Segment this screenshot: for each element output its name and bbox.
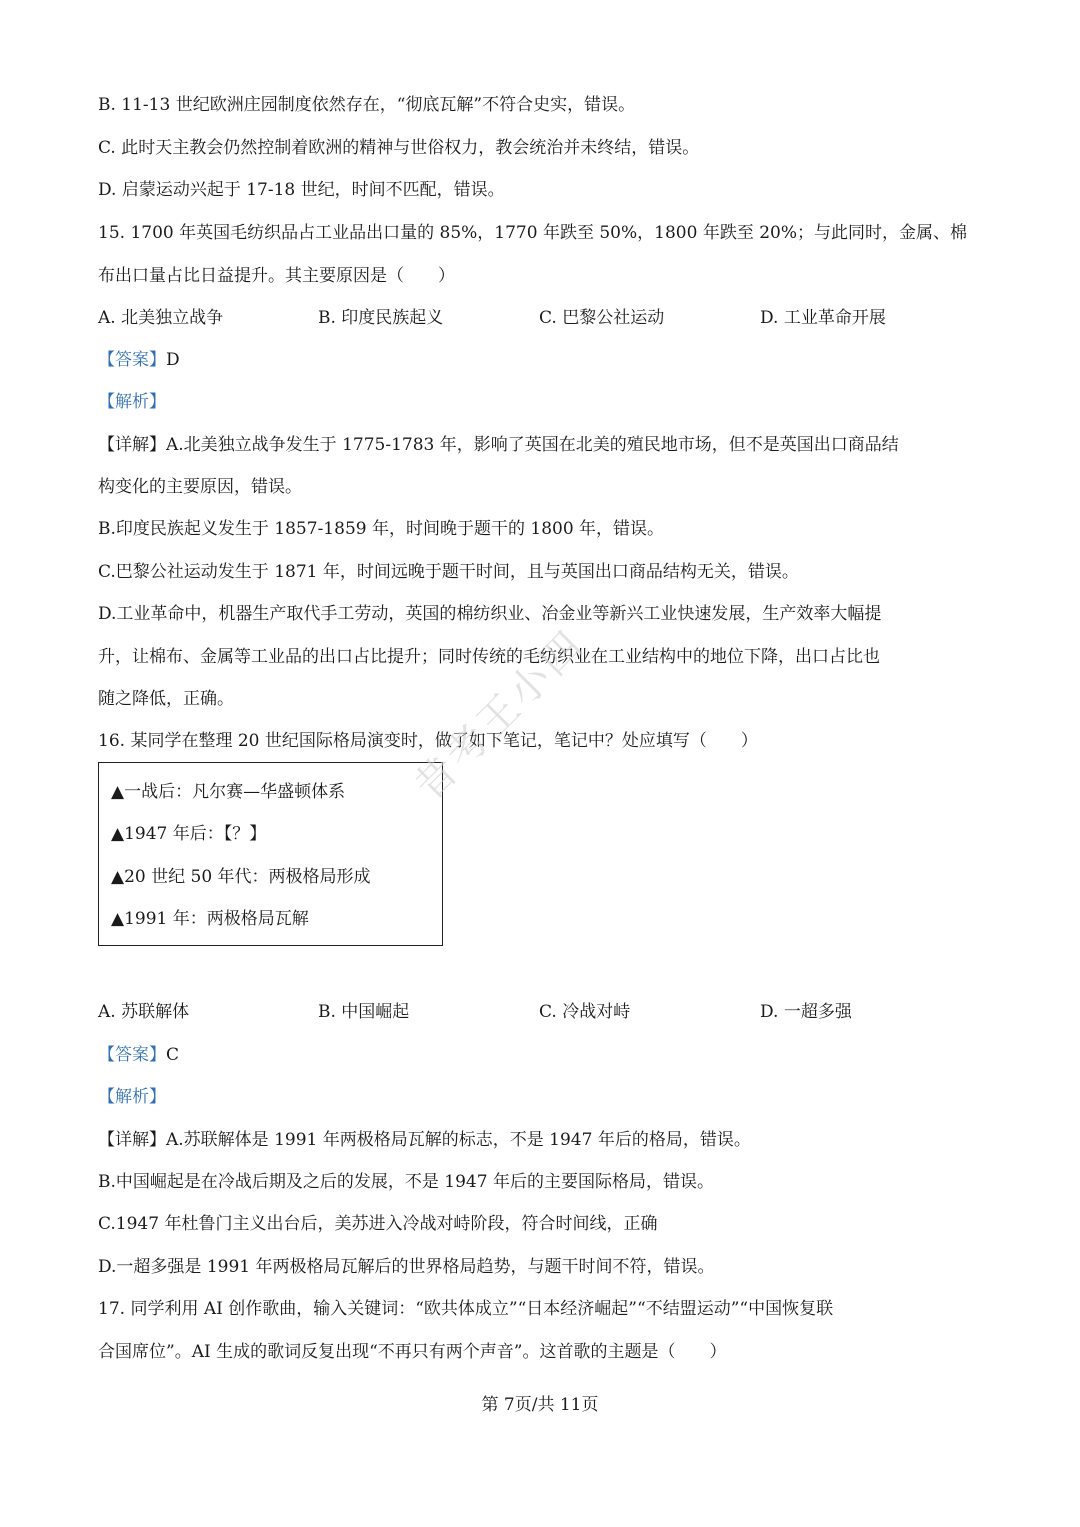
q16-option-c: C. 冷战对峙 <box>539 1002 631 1022</box>
q15-option-d: D. 工业革命开展 <box>760 308 886 328</box>
question-16-stem: 16. 某同学在整理 20 世纪国际格局演变时，做了如下笔记，笔记中？处应填写（ ） <box>98 731 758 751</box>
text-line: B.中国崛起是在冷战后期及之后的发展，不是 1947 年后的主要国际格局，错误。 <box>98 1172 714 1192</box>
q16-option-d: D. 一超多强 <box>760 1002 852 1022</box>
answer-tag: 【答案】 <box>98 350 166 370</box>
question-15-stem: 布出口量占比日益提升。其主要原因是（ ） <box>98 266 455 286</box>
notes-box <box>98 762 443 946</box>
q15-option-c: C. 巴黎公社运动 <box>539 308 665 328</box>
detail-text: A.北美独立战争发生于 1775-1783 年，影响了英国在北美的殖民地市场，但不是英国出口商品结 <box>166 435 899 455</box>
question-17-stem: 合国席位”。AI 生成的歌词反复出现“不再只有两个声音”。这首歌的主题是（ ） <box>98 1342 727 1362</box>
answer-value: D <box>166 350 180 370</box>
analysis-tag: 【解析】 <box>98 1087 166 1107</box>
question-17-stem: 17. 同学利用 AI 创作歌曲，输入关键词：“欧共体成立”“日本经济崛起”“不结盟运动”“中国恢复联 <box>98 1299 834 1319</box>
text-line: B.印度民族起义发生于 1857-1859 年，时间晚于题干的 1800 年，错误。 <box>98 519 665 539</box>
detail-tag: 【详解】 <box>98 1130 166 1150</box>
q16-analysis <box>98 1085 166 1109</box>
text-line: C.巴黎公社运动发生于 1871 年，时间远晚于题干时间，且与英国出口商品结构无关，错误。 <box>98 562 799 582</box>
q15-answer <box>98 348 180 372</box>
q16-answer <box>98 1043 179 1067</box>
q16-option-a: A. 苏联解体 <box>98 1002 190 1022</box>
detail-text: A.苏联解体是 1991 年两极格局瓦解的标志，不是 1947 年后的格局，错误。 <box>166 1130 751 1150</box>
text-line: D. 启蒙运动兴起于 17-18 世纪，时间不匹配，错误。 <box>98 180 505 200</box>
text-line: D.工业革命中，机器生产取代手工劳动，英国的棉纺织业、冶金业等新兴工业快速发展，生产效率大幅提 <box>98 604 882 624</box>
question-15-stem: 15. 1700 年英国毛纺织品占工业品出口量的 85%，1770 年跌至 50%，1800 年跌至 20%；与此同时，金属、棉 <box>98 223 968 243</box>
q15-option-a: A. 北美独立战争 <box>98 308 224 328</box>
q15-detail <box>98 433 899 457</box>
text-line: 构变化的主要原因，错误。 <box>98 477 302 497</box>
detail-tag: 【详解】 <box>98 435 166 455</box>
note-line: ▲20 世纪 50 年代：两极格局形成 <box>111 867 371 887</box>
text-line: D.一超多强是 1991 年两极格局瓦解后的世界格局趋势，与题干时间不符，错误。 <box>98 1257 715 1277</box>
note-line: ▲一战后：凡尔赛—华盛顿体系 <box>111 782 346 802</box>
answer-value: C <box>166 1045 180 1065</box>
text-line: C. 此时天主教会仍然控制着欧洲的精神与世俗权力，教会统治并未终结，错误。 <box>98 138 700 158</box>
answer-tag: 【答案】 <box>98 1045 166 1065</box>
text-line: C.1947 年杜鲁门主义出台后，美苏进入冷战对峙阶段，符合时间线，正确 <box>98 1214 658 1234</box>
q16-option-b: B. 中国崛起 <box>318 1002 410 1022</box>
q15-option-b: B. 印度民族起义 <box>318 308 444 328</box>
text-line: 随之降低，正确。 <box>98 689 234 709</box>
page-footer: 第 7页/共 11页 <box>481 1395 599 1415</box>
q16-detail <box>98 1128 751 1152</box>
q15-analysis <box>98 390 166 414</box>
note-line: ▲1991 年：两极格局瓦解 <box>111 909 309 929</box>
text-line: B. 11-13 世纪欧洲庄园制度依然存在，“彻底瓦解”不符合史实，错误。 <box>98 95 636 115</box>
text-line: 升，让棉布、金属等工业品的出口占比提升；同时传统的毛纺织业在工业结构中的地位下降，出口占比也 <box>98 647 880 667</box>
analysis-tag: 【解析】 <box>98 392 166 412</box>
watermark: 昔考王小四 <box>406 620 595 809</box>
note-line: ▲1947 年后：【？】 <box>111 824 267 844</box>
